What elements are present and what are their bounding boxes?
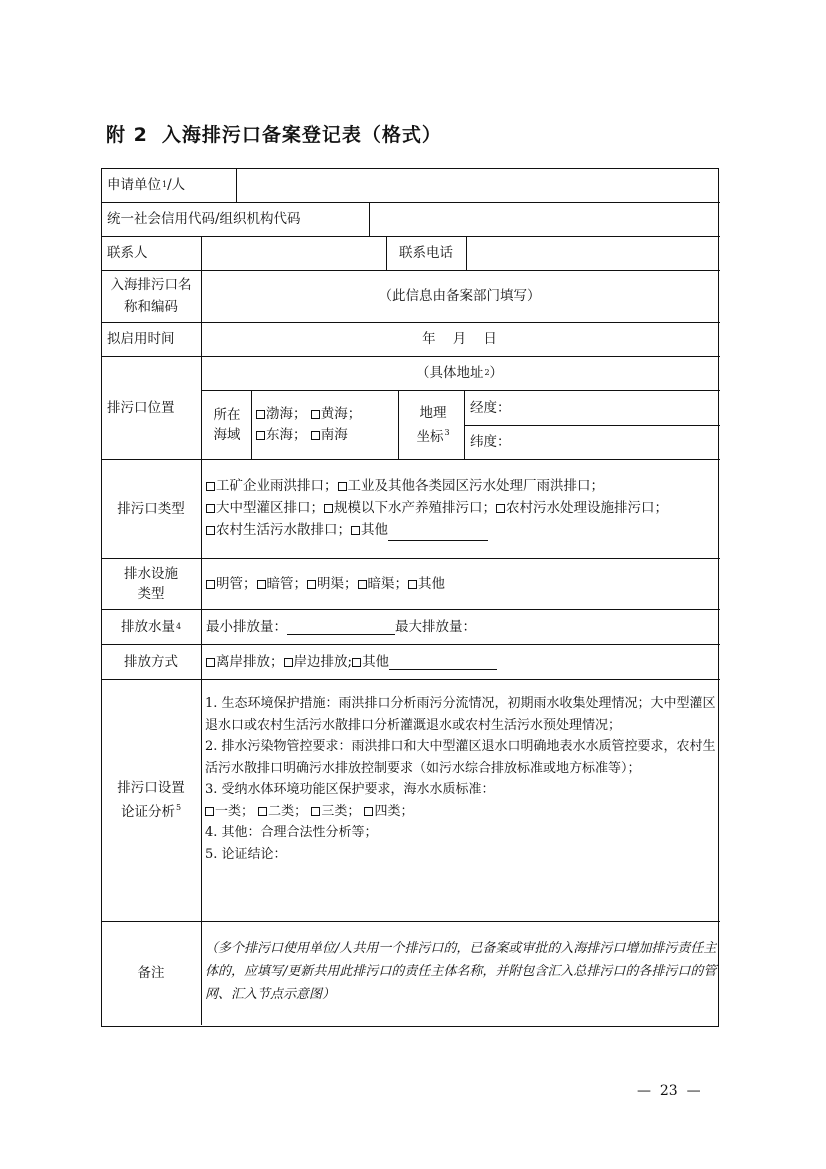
latitude-field[interactable]: 纬度： xyxy=(470,434,511,450)
checkbox-icon xyxy=(206,580,215,589)
document-title xyxy=(106,120,442,147)
checkbox-icon xyxy=(351,526,360,535)
discharge-method-options xyxy=(206,644,716,679)
sea-area-options xyxy=(256,404,361,446)
applicant-input[interactable] xyxy=(237,168,717,202)
phone-input[interactable] xyxy=(467,236,717,270)
checkbox-icon xyxy=(206,658,215,667)
donghai-option[interactable]: 东海； xyxy=(256,427,307,443)
column-divider xyxy=(251,390,252,459)
sea-option-row xyxy=(256,404,361,425)
credit-code-label: 统一社会信用代码/组织机构代码 xyxy=(107,211,301,227)
registration-form xyxy=(101,168,720,1028)
outlet-name-note: （此信息由备案部门填写） xyxy=(378,288,541,304)
remarks-note: （多个排污口使用单位/人共用一个排污口的，已备案或审批的入海排污口增加排污责任主体的，应填写/更新共用此排污口的责任主体名称，并附包含汇入总排污口的各排污口的管网、汇入节点示意图） xyxy=(205,941,717,1002)
outlet-type-label: 排污口类型 xyxy=(117,500,185,517)
geo-coordinate-label: 地理坐标$^3$ xyxy=(416,404,450,445)
phone-label: 联系电话 xyxy=(399,245,453,261)
checkbox-icon xyxy=(338,482,347,491)
max-discharge-label: 最大排放量： xyxy=(395,618,476,635)
checkbox-icon xyxy=(364,807,373,816)
irrigation-outlet-option[interactable]: 大中型灌区排口； xyxy=(206,500,324,516)
rural-scattered-outlet-option[interactable]: 农村生活污水散排口； xyxy=(206,522,351,538)
page-number: — 23 — xyxy=(637,1083,701,1099)
hidden-pipe-option[interactable]: 暗管； xyxy=(257,573,308,595)
drainage-type-label: 排水设施类型 xyxy=(124,565,178,602)
outlet-name-label: 入海排污口名称和编码 xyxy=(110,277,192,315)
column-divider xyxy=(398,390,399,459)
column-divider xyxy=(464,390,465,459)
remarks-label: 备注 xyxy=(137,965,165,981)
contact-label: 联系人 xyxy=(107,245,148,261)
sea-area-label: 所在海域 xyxy=(213,406,241,443)
option-line xyxy=(206,497,668,519)
open-channel-option[interactable]: 明渠； xyxy=(307,573,358,595)
offshore-discharge-option[interactable]: 离岸排放； xyxy=(206,651,284,673)
shore-discharge-option[interactable]: 岸边排放; xyxy=(284,651,353,673)
analysis-paragraph: 4. 其他：合理合法性分析等； xyxy=(205,825,378,840)
industrial-rain-outlet-option[interactable]: 工矿企业雨洪排口； xyxy=(206,478,338,494)
outlet-type-options xyxy=(206,475,668,541)
location-label: 排污口位置 xyxy=(107,399,175,416)
option-line xyxy=(206,475,668,497)
open-pipe-option[interactable]: 明管； xyxy=(206,573,257,595)
culvert-option[interactable]: 暗渠； xyxy=(358,573,409,595)
other-outlet-option[interactable]: 其他 xyxy=(351,522,388,538)
checkbox-icon xyxy=(358,580,367,589)
water-quality-options xyxy=(205,801,717,823)
checkbox-icon xyxy=(496,504,505,513)
checkbox-icon xyxy=(311,431,320,440)
checkbox-icon xyxy=(307,580,316,589)
start-time-label: 拟启用时间 xyxy=(107,331,175,347)
address-input[interactable]: （具体地址 2 ） xyxy=(415,365,504,381)
checkbox-icon xyxy=(256,410,265,419)
other-discharge-option[interactable]: 其他 xyxy=(352,651,389,673)
row-divider xyxy=(101,679,720,680)
checkbox-icon xyxy=(206,504,215,513)
checkbox-icon xyxy=(352,658,361,667)
analysis-paragraph: 5. 论证结论： xyxy=(205,846,287,862)
contact-input[interactable] xyxy=(202,236,386,270)
discharge-volume-fields xyxy=(206,609,716,644)
min-discharge-input[interactable] xyxy=(287,619,395,635)
analysis-paragraph: 3. 受纳水体环境功能区保护要求，海水水质标准： xyxy=(205,782,495,797)
checkbox-icon xyxy=(256,431,265,440)
longitude-field[interactable]: 经度： xyxy=(470,399,511,416)
other-outlet-blank[interactable] xyxy=(388,525,488,541)
checkbox-icon xyxy=(257,580,266,589)
checkbox-icon xyxy=(408,580,417,589)
analysis-label: 排污口设置论证分析$^5$ xyxy=(117,780,185,820)
drainage-type-options xyxy=(206,558,716,609)
checkbox-icon xyxy=(205,807,214,816)
nanhai-option[interactable]: 南海 xyxy=(311,427,348,443)
other-drainage-option[interactable]: 其他 xyxy=(408,573,445,595)
checkbox-icon xyxy=(324,504,333,513)
appendix-number: 附 2 xyxy=(106,124,148,146)
start-time-input[interactable]: 年 月 日 xyxy=(422,331,497,347)
analysis-paragraph: 1. 生态环境保护措施：雨洪排口分析雨污分流情况，初期雨水收集处理情况；大中型灌区退水口或农村生活污水散排口分析灌溉退水或农村生活污水预处理情况； xyxy=(205,696,716,733)
discharge-volume-label: 排放水量 4 xyxy=(120,618,182,635)
class-2-option[interactable]: 二类； xyxy=(258,804,307,819)
rural-wwtp-outlet-option[interactable]: 农村污水处理设施排污口； xyxy=(496,500,668,516)
min-discharge-label: 最小排放量： xyxy=(206,618,287,635)
option-line xyxy=(206,519,668,541)
class-3-option[interactable]: 三类； xyxy=(311,804,360,819)
other-discharge-blank[interactable] xyxy=(389,654,497,670)
checkbox-icon xyxy=(284,658,293,667)
checkbox-icon xyxy=(258,807,267,816)
checkbox-icon xyxy=(311,807,320,816)
analysis-content xyxy=(205,693,717,865)
aquaculture-outlet-option[interactable]: 规模以下水产养殖排污口； xyxy=(324,500,496,516)
huanghai-option[interactable]: 黄海； xyxy=(311,406,362,422)
checkbox-icon xyxy=(206,526,215,535)
checkbox-icon xyxy=(206,482,215,491)
class-4-option[interactable]: 四类； xyxy=(364,804,413,819)
credit-code-input[interactable] xyxy=(370,202,717,236)
bohai-option[interactable]: 渤海； xyxy=(256,406,307,422)
class-1-option[interactable]: 一类； xyxy=(205,804,254,819)
applicant-label: 申请单位 1 /人 xyxy=(107,177,186,193)
park-wwtp-rain-outlet-option[interactable]: 工业及其他各类园区污水处理厂雨洪排口； xyxy=(338,478,605,494)
title-text: 入海排污口备案登记表（格式） xyxy=(161,124,442,146)
checkbox-icon xyxy=(311,410,320,419)
analysis-paragraph: 2. 排水污染物管控要求：雨洪排口和大中型灌区退水口明确地表水水质管控要求，农村生活污水散排口明确污水排放控制要求（如污水综合排放标准或地方标准等）； xyxy=(205,739,716,776)
discharge-method-label: 排放方式 xyxy=(124,653,178,670)
sea-option-row xyxy=(256,425,361,446)
